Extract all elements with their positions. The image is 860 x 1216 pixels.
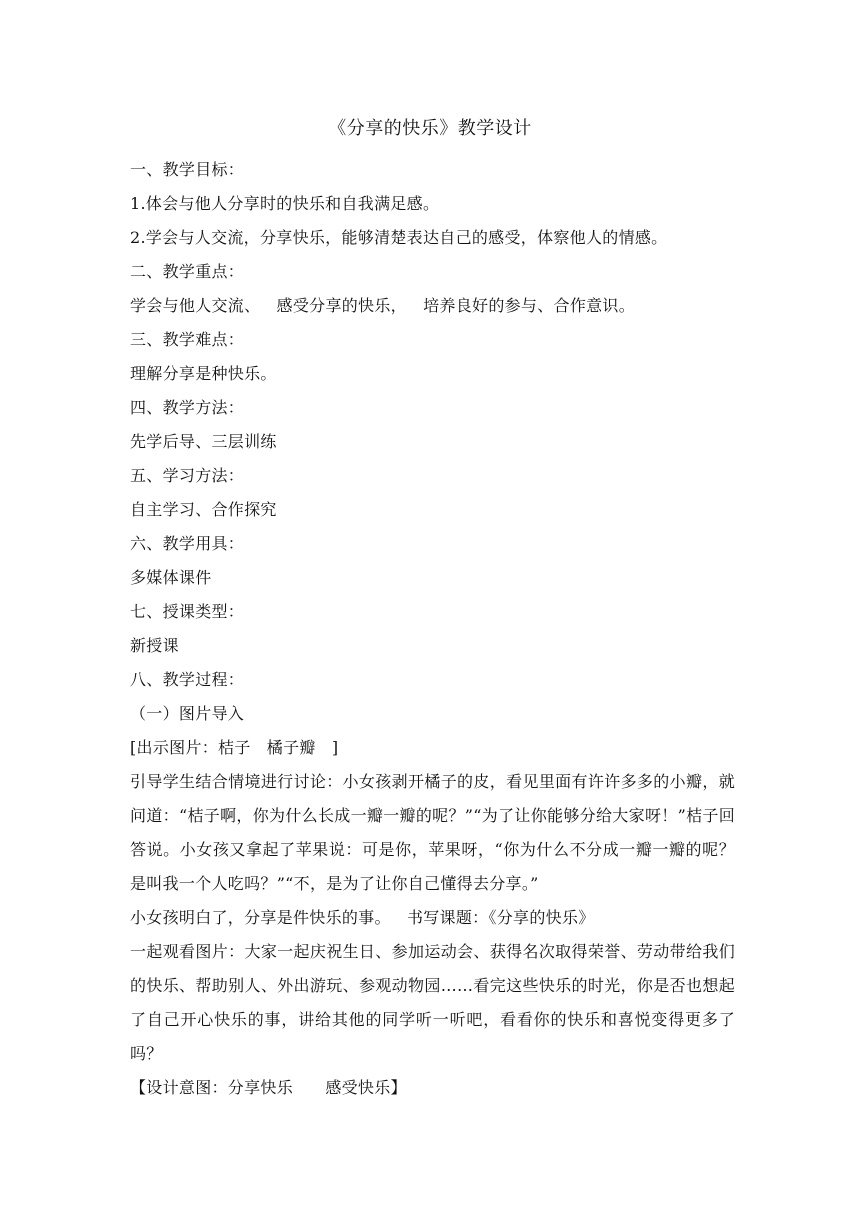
subsection-heading-picture-intro: （一）图片导入: [130, 704, 245, 723]
show-pictures-note: [出示图片：桔子 橘子瓣 ]: [130, 738, 339, 757]
section-heading-lesson-type: 七、授课类型：: [130, 602, 245, 621]
section-heading-learning-method: 五、学习方法：: [130, 466, 245, 485]
document-title: 《分享的快乐》教学设计: [328, 118, 532, 139]
objective-item-1: 1.体会与他人分享时的快乐和自我满足感。: [130, 194, 440, 213]
design-intent-note: 【设计意图：分享快乐 感受快乐】: [130, 1078, 407, 1097]
teaching-method-text: 先学后导、三层训练: [130, 432, 277, 451]
difficulties-text: 理解分享是种快乐。: [130, 364, 277, 383]
section-heading-teaching-tools: 六、教学用具：: [130, 534, 245, 553]
objective-item-2: 2.学会与人交流，分享快乐，能够清楚表达自己的感受，体察他人的情感。: [130, 228, 668, 247]
section-heading-objectives: 一、教学目标：: [130, 160, 245, 179]
learning-method-text: 自主学习、合作探究: [130, 500, 277, 519]
lesson-type-text: 新授课: [130, 636, 179, 655]
conclusion-paragraph: 小女孩明白了，分享是件快乐的事。 书写课题：《分享的快乐》: [130, 908, 595, 927]
teaching-tools-text: 多媒体课件: [130, 568, 212, 587]
discussion-paragraph: 引导学生结合情境进行讨论：小女孩剥开橘子的皮，看见里面有许许多多的小瓣，就问道：“桔子啊，你为什么长成一瓣一瓣的呢？”“为了让你能够分给大家呀！”桔子回答说。小女孩又拿起了苹果说：可是你，苹果呀，“你为什么不分成一瓣一瓣的呢？是叫我一个人吃吗？”“不，是为了让你自己懂得去分享。”: [130, 772, 735, 893]
document-body: [130, 153, 735, 1105]
key-points-text: 学会与他人交流、 感受分享的快乐， 培养良好的参与、合作意识。: [130, 296, 636, 315]
watch-pictures-paragraph: 一起观看图片：大家一起庆祝生日、参加运动会、获得名次取得荣誉、劳动带给我们的快乐、帮助别人、外出游玩、参观动物园……看完这些快乐的时光，你是否也想起了自己开心快乐的事，讲给其他的同学听一听吧，看看你的快乐和喜悦变得更多了吗？: [130, 942, 735, 1063]
section-heading-teaching-process: 八、教学过程：: [130, 670, 245, 689]
section-heading-teaching-method: 四、教学方法：: [130, 398, 245, 417]
section-heading-key-points: 二、教学重点：: [130, 262, 245, 281]
section-heading-difficulties: 三、教学难点：: [130, 330, 245, 349]
